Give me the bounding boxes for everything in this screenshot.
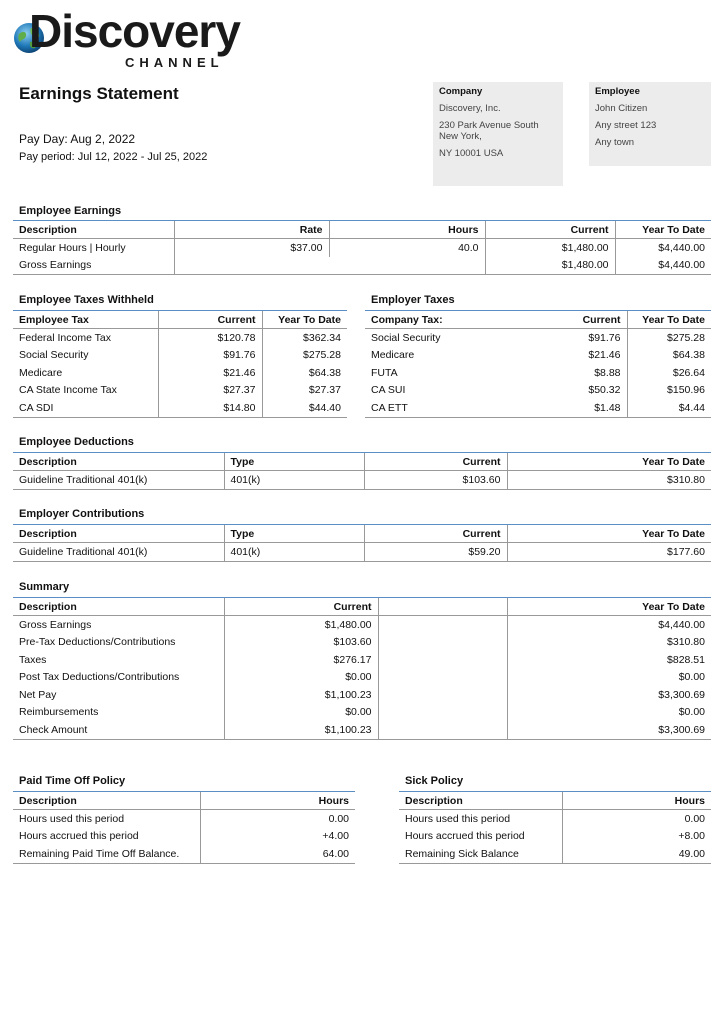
col-header: Description bbox=[399, 792, 562, 810]
employee-box bbox=[589, 82, 711, 166]
cell: Regular Hours | Hourly bbox=[19, 241, 126, 254]
cell: Remaining Paid Time Off Balance. bbox=[13, 845, 200, 863]
employer-taxes-title: Employer Taxes bbox=[371, 294, 455, 306]
employee-taxes-title: Employee Taxes Withheld bbox=[19, 294, 154, 306]
col-header: Type bbox=[224, 453, 364, 471]
table-row bbox=[399, 828, 711, 846]
col-header: Year To Date bbox=[507, 598, 711, 616]
deductions-table bbox=[13, 452, 711, 490]
cell: $91.76 bbox=[588, 331, 621, 344]
cell bbox=[378, 669, 507, 687]
cell: $21.46 bbox=[588, 349, 621, 362]
cell: $4.44 bbox=[627, 399, 711, 417]
table-row bbox=[13, 329, 347, 347]
table-row bbox=[13, 721, 711, 739]
col-header: Current bbox=[364, 525, 507, 543]
cell: $14.80 bbox=[158, 399, 262, 417]
col-header: Year To Date bbox=[507, 525, 711, 543]
table-row bbox=[399, 845, 711, 863]
cell: $103.60 bbox=[224, 634, 378, 652]
cell: Net Pay bbox=[19, 688, 57, 701]
cell: $64.38 bbox=[262, 364, 347, 382]
col-header: Description bbox=[13, 453, 224, 471]
cell: Medicare bbox=[371, 349, 415, 362]
col-header: Hours bbox=[200, 792, 355, 810]
col-header: Type bbox=[224, 525, 364, 543]
contributions-table bbox=[13, 524, 711, 562]
col-header: Current bbox=[224, 598, 378, 616]
cell: $1,480.00 bbox=[224, 616, 378, 634]
col-header: Current bbox=[364, 453, 507, 471]
col-header: Current bbox=[505, 311, 627, 329]
table-row bbox=[13, 239, 711, 257]
table-row bbox=[13, 828, 355, 846]
table-row bbox=[365, 347, 711, 365]
earnings-table bbox=[13, 220, 711, 275]
col-header: Description bbox=[13, 792, 200, 810]
company-address-line2: NY 10001 USA bbox=[439, 148, 504, 159]
cell: $1,480.00 bbox=[485, 239, 615, 257]
cell: $103.60 bbox=[364, 471, 507, 490]
cell: $1,480.00 bbox=[485, 257, 615, 275]
cell: $276.17 bbox=[224, 651, 378, 669]
cell: CA State Income Tax bbox=[19, 384, 117, 397]
company-address-line1: 230 Park Avenue South New York, bbox=[439, 120, 539, 142]
cell: 64.00 bbox=[200, 845, 355, 863]
cell: $27.37 bbox=[158, 382, 262, 400]
col-header: Company Tax: bbox=[365, 311, 505, 329]
cell: $1.48 bbox=[505, 399, 627, 417]
cell bbox=[329, 257, 485, 275]
table-row bbox=[365, 364, 711, 382]
col-header: Hours bbox=[562, 792, 711, 810]
cell: Reimbursements bbox=[19, 706, 99, 719]
company-box bbox=[433, 82, 563, 186]
cell: Pre-Tax Deductions/Contributions bbox=[19, 636, 176, 649]
cell bbox=[378, 616, 507, 634]
cell: +8.00 bbox=[562, 828, 711, 846]
table-header-row bbox=[13, 221, 711, 239]
cell bbox=[378, 686, 507, 704]
cell: Social Security bbox=[371, 331, 441, 344]
table-header-row bbox=[365, 311, 711, 329]
cell: $37.00 bbox=[174, 239, 329, 257]
cell: Hours accrued this period bbox=[405, 830, 525, 843]
table-row bbox=[399, 810, 711, 828]
col-header: Year To Date bbox=[507, 453, 711, 471]
cell: $27.37 bbox=[262, 382, 347, 400]
summary-title: Summary bbox=[19, 581, 70, 593]
cell: Guideline Traditional 401(k) bbox=[13, 471, 224, 490]
cell: Post Tax Deductions/Contributions bbox=[19, 671, 180, 684]
table-header-row bbox=[13, 598, 711, 616]
cell: $310.80 bbox=[507, 471, 711, 490]
earnings-title: Employee Earnings bbox=[19, 205, 122, 217]
cell: Guideline Traditional 401(k) bbox=[13, 543, 224, 562]
pto-title: Paid Time Off Policy bbox=[19, 775, 126, 787]
table-header-row bbox=[13, 311, 347, 329]
cell: 40.0 bbox=[329, 239, 485, 257]
cell: 0.00 bbox=[200, 810, 355, 828]
cell bbox=[378, 704, 507, 722]
cell: Check Amount bbox=[13, 721, 224, 739]
cell: 401(k) bbox=[224, 543, 364, 562]
employee-taxes-table bbox=[13, 310, 347, 418]
table-row bbox=[13, 257, 711, 275]
cell: Social Security bbox=[19, 349, 89, 362]
cell: $26.64 bbox=[627, 364, 711, 382]
cell: $50.32 bbox=[588, 384, 621, 397]
cell: $177.60 bbox=[507, 543, 711, 562]
table-row bbox=[13, 382, 347, 400]
cell: Gross Earnings bbox=[13, 257, 174, 275]
sick-table bbox=[399, 791, 711, 864]
cell: 401(k) bbox=[224, 471, 364, 490]
cell: Gross Earnings bbox=[19, 618, 92, 631]
employee-name: John Citizen bbox=[595, 103, 648, 114]
cell: $120.78 bbox=[158, 329, 262, 347]
table-row bbox=[365, 329, 711, 347]
col-header: Year To Date bbox=[627, 311, 711, 329]
summary-table bbox=[13, 597, 711, 740]
cell: $4,440.00 bbox=[615, 257, 711, 275]
cell: $59.20 bbox=[364, 543, 507, 562]
cell: $1,100.23 bbox=[224, 686, 378, 704]
table-row bbox=[13, 347, 347, 365]
deductions-title: Employee Deductions bbox=[19, 436, 134, 448]
employer-taxes-table bbox=[365, 310, 711, 418]
table-row bbox=[13, 810, 355, 828]
cell: CA SUI bbox=[371, 384, 406, 397]
cell: $21.46 bbox=[158, 364, 262, 382]
employee-street: Any street 123 bbox=[595, 120, 657, 131]
cell: $310.80 bbox=[507, 634, 711, 652]
company-heading: Company bbox=[439, 86, 483, 97]
cell: Federal Income Tax bbox=[19, 331, 112, 344]
cell: $0.00 bbox=[224, 704, 378, 722]
col-header bbox=[378, 598, 507, 616]
cell: $828.51 bbox=[507, 651, 711, 669]
table-row bbox=[365, 399, 711, 417]
cell: $3,300.69 bbox=[507, 721, 711, 739]
logo-wordmark: Discovery bbox=[29, 5, 240, 57]
cell: $4,440.00 bbox=[507, 616, 711, 634]
cell: $150.96 bbox=[627, 382, 711, 400]
cell: FUTA bbox=[371, 366, 398, 379]
table-row bbox=[13, 364, 347, 382]
cell: $91.76 bbox=[158, 347, 262, 365]
cell bbox=[174, 257, 329, 275]
employee-heading: Employee bbox=[595, 86, 640, 97]
cell: $0.00 bbox=[507, 669, 711, 687]
cell: $0.00 bbox=[224, 669, 378, 687]
cell bbox=[378, 721, 507, 739]
col-header: Current bbox=[485, 221, 615, 239]
table-header-row bbox=[13, 453, 711, 471]
table-row bbox=[13, 471, 711, 490]
cell: $362.34 bbox=[262, 329, 347, 347]
cell: $8.88 bbox=[594, 366, 621, 379]
cell: CA SDI bbox=[13, 399, 158, 417]
table-row bbox=[13, 399, 347, 417]
table-header-row bbox=[399, 792, 711, 810]
cell: $3,300.69 bbox=[507, 686, 711, 704]
cell: Hours used this period bbox=[405, 812, 511, 825]
cell: $64.38 bbox=[627, 347, 711, 365]
table-header-row bbox=[13, 525, 711, 543]
cell: $275.28 bbox=[627, 329, 711, 347]
col-header: Description bbox=[13, 598, 224, 616]
cell: +4.00 bbox=[200, 828, 355, 846]
table-row bbox=[13, 704, 711, 722]
company-name: Discovery, Inc. bbox=[439, 103, 501, 114]
logo-channel: CHANNEL bbox=[125, 55, 224, 70]
cell: $275.28 bbox=[262, 347, 347, 365]
table-row bbox=[13, 686, 711, 704]
table-row bbox=[13, 634, 711, 652]
employee-town: Any town bbox=[595, 137, 635, 148]
pay-day: Pay Day: Aug 2, 2022 bbox=[19, 132, 136, 146]
sick-title: Sick Policy bbox=[405, 775, 464, 787]
table-row bbox=[13, 543, 711, 562]
table-row bbox=[13, 845, 355, 863]
cell: 49.00 bbox=[562, 845, 711, 863]
cell: $4,440.00 bbox=[615, 239, 711, 257]
col-header: Hours bbox=[329, 221, 485, 239]
cell bbox=[378, 651, 507, 669]
cell: $0.00 bbox=[507, 704, 711, 722]
col-header: Description bbox=[13, 525, 224, 543]
page-title: Earnings Statement bbox=[19, 84, 179, 103]
cell: $44.40 bbox=[262, 399, 347, 417]
cell: Taxes bbox=[19, 653, 47, 666]
cell: 0.00 bbox=[562, 810, 711, 828]
cell: Remaining Sick Balance bbox=[399, 845, 562, 863]
pay-period: Pay period: Jul 12, 2022 - Jul 25, 2022 bbox=[19, 151, 208, 163]
pto-table bbox=[13, 791, 355, 864]
col-header: Year To Date bbox=[262, 311, 347, 329]
table-row bbox=[365, 382, 711, 400]
cell bbox=[378, 634, 507, 652]
cell: $1,100.23 bbox=[224, 721, 378, 739]
col-header: Rate bbox=[174, 221, 329, 239]
cell: CA ETT bbox=[365, 399, 505, 417]
discovery-logo bbox=[13, 5, 275, 72]
contributions-title: Employer Contributions bbox=[19, 508, 145, 520]
col-header: Year To Date bbox=[615, 221, 711, 239]
col-header: Employee Tax bbox=[13, 311, 158, 329]
table-header-row bbox=[13, 792, 355, 810]
col-header: Description bbox=[13, 221, 174, 239]
col-header: Current bbox=[158, 311, 262, 329]
table-row bbox=[13, 669, 711, 687]
cell: Medicare bbox=[19, 366, 63, 379]
cell: Hours used this period bbox=[19, 812, 125, 825]
table-row bbox=[13, 651, 711, 669]
cell: Hours accrued this period bbox=[19, 830, 139, 843]
table-row bbox=[13, 616, 711, 634]
